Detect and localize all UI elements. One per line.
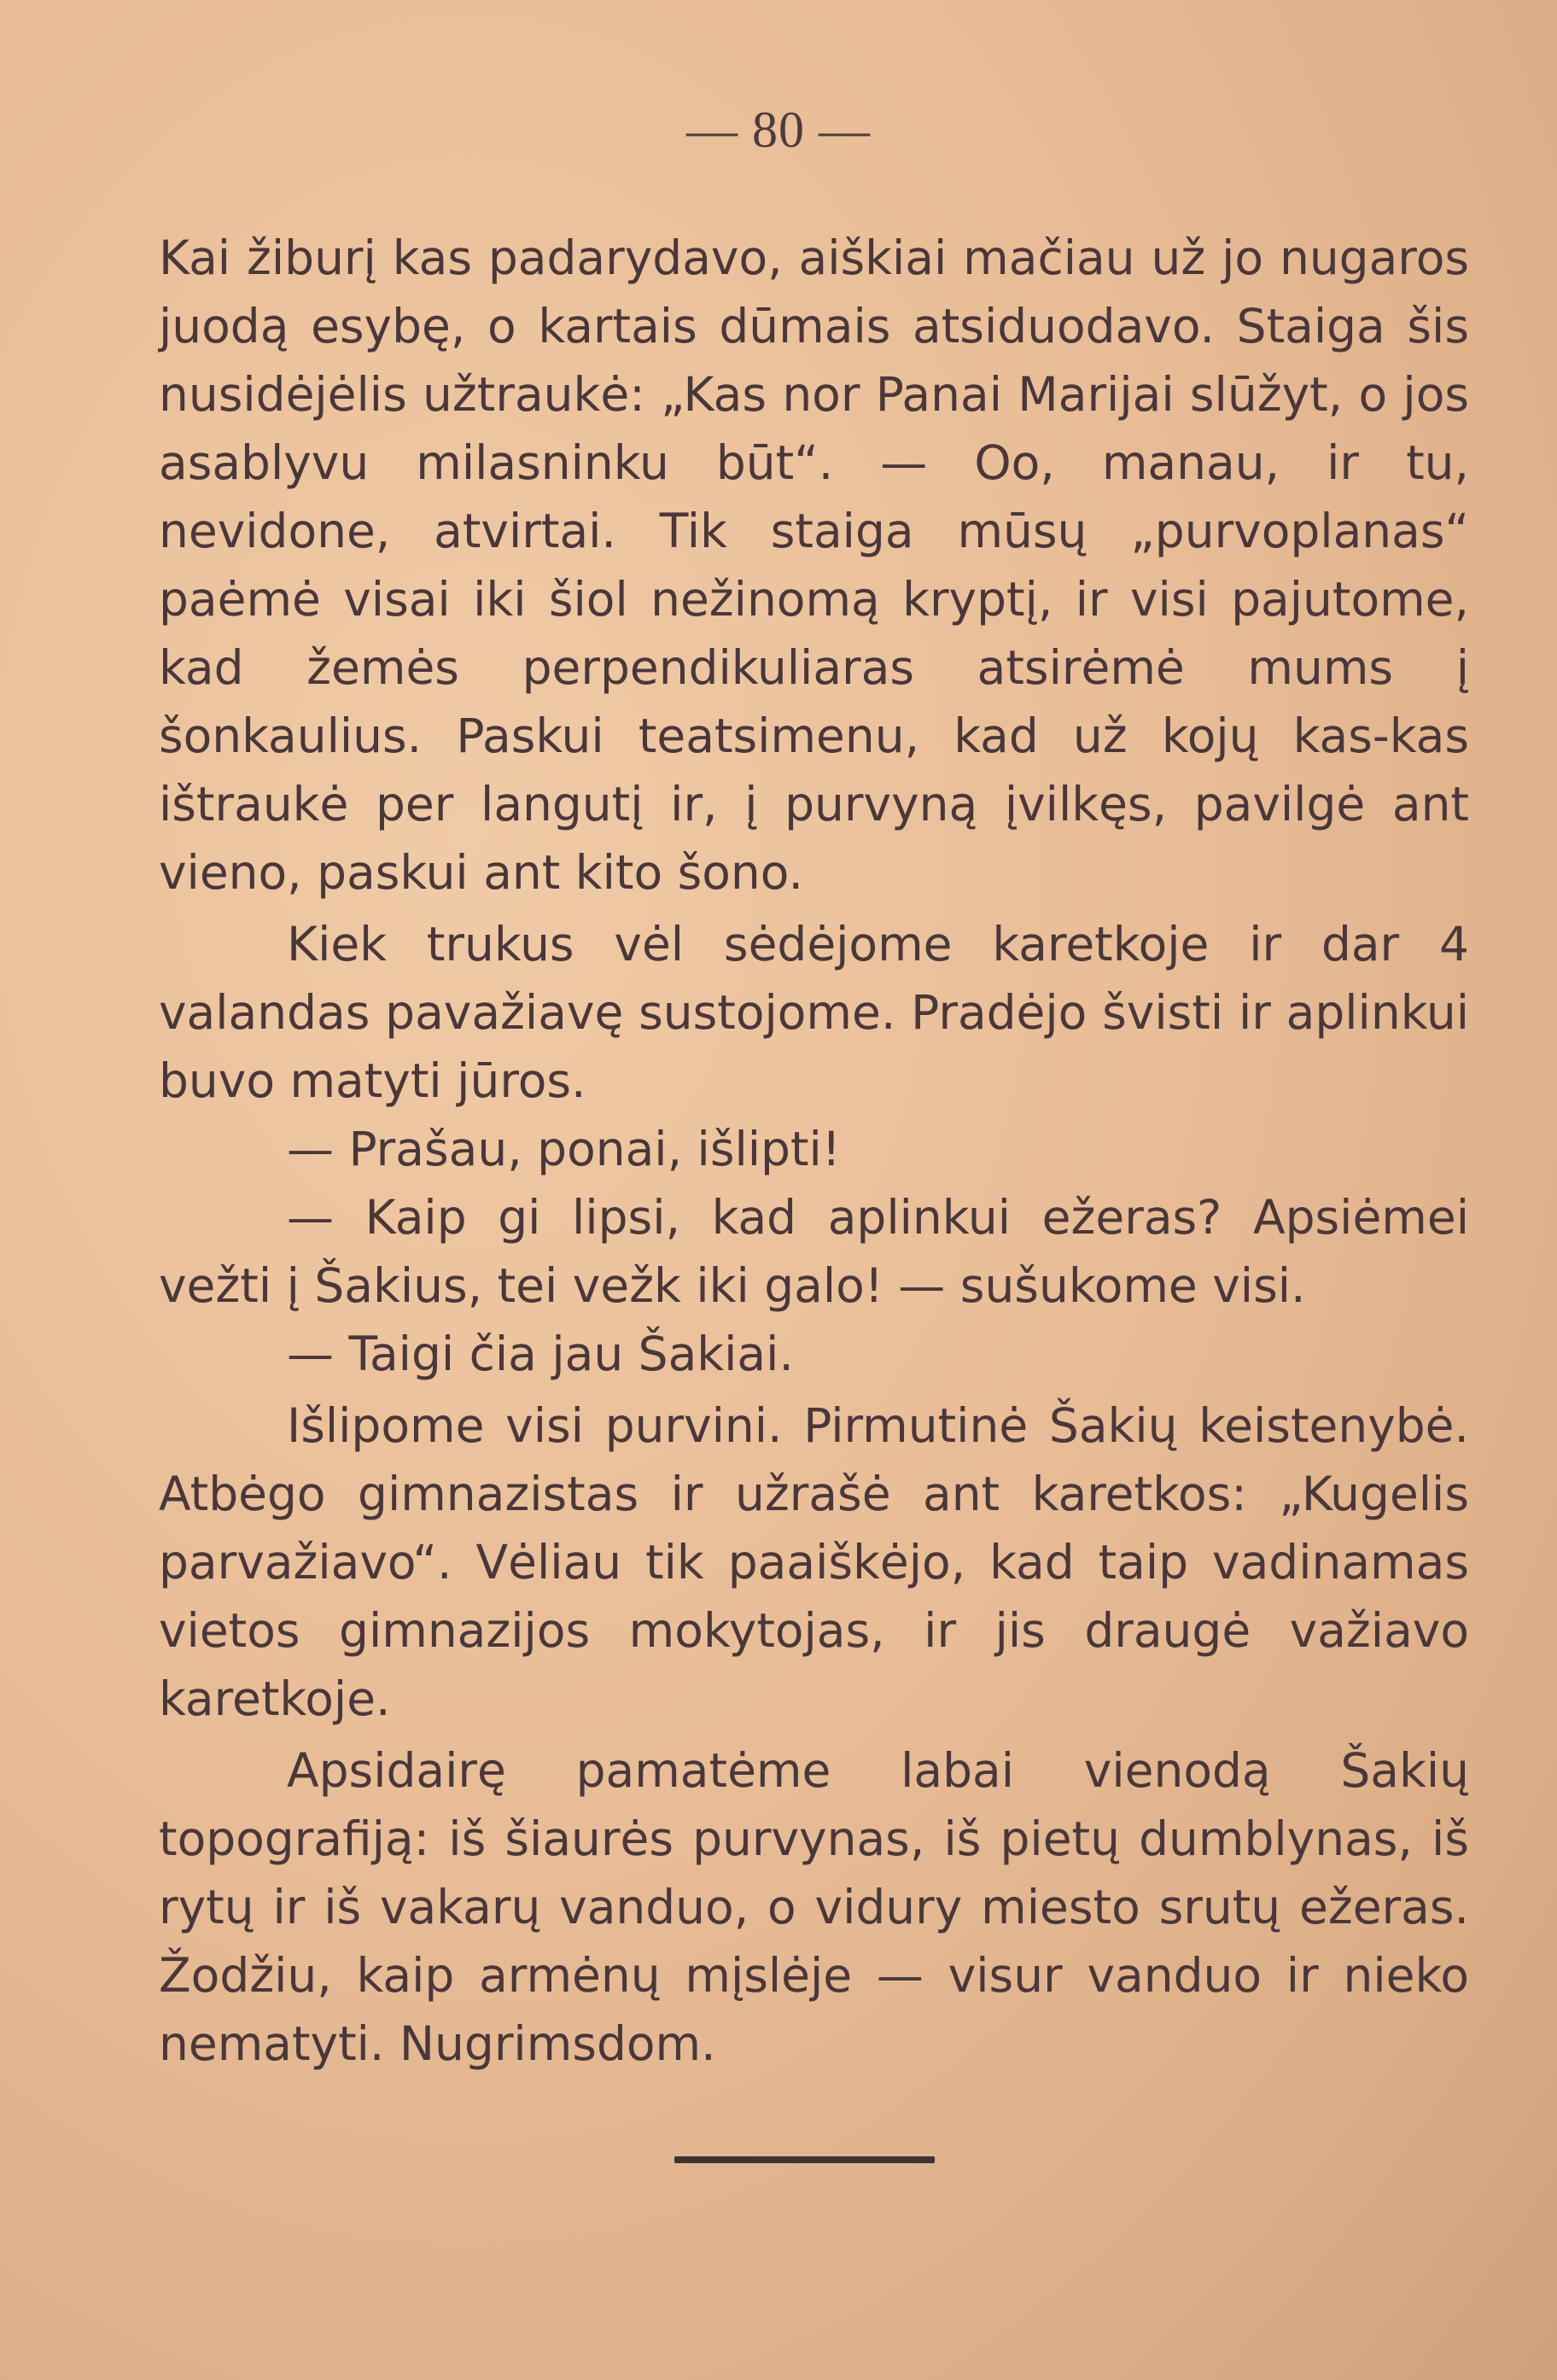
paragraph-2: Kiek trukus vėl sėdėjome karetkoje ir dar 4 valandas pavažiavę sustojome. Pradėjo švisti ir aplinkui buvo matyti jūros.: [159, 917, 1469, 1108]
end-of-chapter-rule: [674, 2156, 935, 2163]
paragraph-4: Apsidairę pamatėme labai vienodą Šakių topografiją: iš šiaurės purvynas, iš pietų dumblynas, iš rytų ir iš vakarų vanduo, o vidury miesto srutų ežeras. Žodžiu, kaip armėnų mįslėje — visur vanduo ir nieko nematyti. Nugrimsdom.: [159, 1743, 1469, 2071]
dialogue-line-1: — Prašau, ponai, išlipti!: [287, 1122, 841, 1176]
dialogue-line-3: — Taigi čia jau Šakiai.: [287, 1327, 794, 1381]
body-text: [159, 224, 1469, 2078]
paragraph-3: Išlipome visi purvini. Pirmutinė Šakių keistenybė. Atbėgo gimnazistas ir užrašė ant karetkos: „Kugelis parvažiavo“. Vėliau tik paaiškėjo, kad taip vadinamas vietos gimnazijos mokytojas, ir jis draugė važiavo karetkoje.: [159, 1398, 1469, 1726]
dialogue-line-2: — Kaip gi lipsi, kad aplinkui ežeras? Apsiėmei vežti į Šakius, tei vežk iki galo! — sušukome visi.: [159, 1190, 1469, 1313]
paragraph-1: Kai žiburį kas padarydavo, aiškiai mačiau už jo nugaros juodą esybę, o kartais dūmais atsiduodavo. Staiga šis nusidėjėlis užtraukė: „Kas nor Panai Marijai slūžyt, o jos asablyvu milasninku būt“. — Oo, manau, ir tu, nevidone, atvirtai. Tik staiga mūsų „purvoplanas“ paėmė visai iki šiol nežinomą kryptį, ir visi pajutome, kad žemės perpendikuliaras atsirėmė mums į šonkaulius. Paskui teatsimenu, kad už kojų kas-kas ištraukė per langutį ir, į purvyną įvilkęs, pavilgė ant vieno, paskui ant kito šono.: [159, 230, 1469, 900]
page-number: — 80 —: [686, 102, 871, 158]
